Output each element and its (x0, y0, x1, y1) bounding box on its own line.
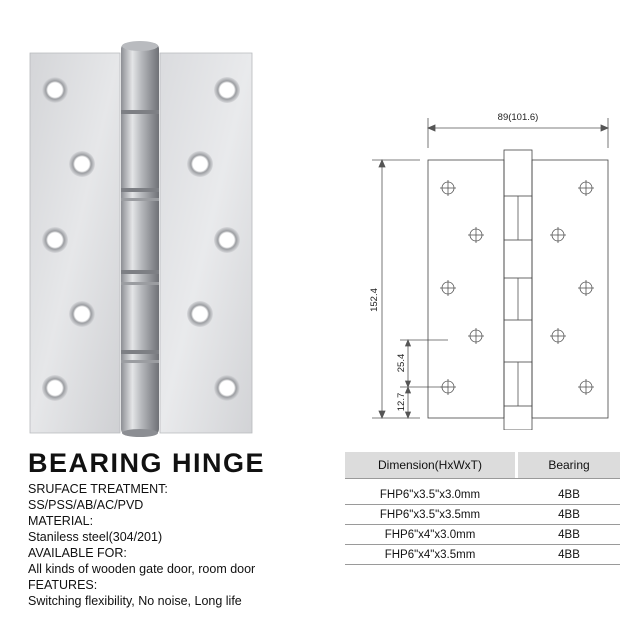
width-label: 89(101.6) (497, 112, 539, 123)
header-bearing: Bearing (518, 452, 620, 479)
height-label: 152.4 (369, 288, 380, 312)
header-dimension: Dimension(HxWxT) (345, 452, 515, 479)
drawing-left-leaf (428, 160, 504, 418)
drawing-holes-left (440, 180, 484, 395)
drawing-right-leaf (532, 160, 608, 418)
hinge-photo (20, 38, 260, 438)
spec-heading-available: AVAILABLE FOR: (28, 546, 127, 560)
cell-dimension: FHP6"x3.5"x3.0mm (345, 479, 515, 505)
table-row (345, 479, 620, 505)
table-header-row (345, 452, 620, 479)
product-title: BEARING HINGE (28, 448, 266, 478)
cell-bearing: 4BB (518, 479, 620, 505)
spec-features-value: Switching flexibility, No noise, Long life (28, 594, 242, 608)
spacing-label: 25.4 (396, 353, 407, 373)
spec-available-value: All kinds of wooden gate door, room door (28, 562, 256, 576)
spec-heading-surface: SRUFACE TREATMENT: (28, 482, 168, 496)
cell-bearing: 4BB (518, 505, 620, 525)
cell-dimension: FHP6"x4"x3.0mm (345, 525, 515, 545)
cell-bearing: 4BB (518, 525, 620, 545)
cell-dimension: FHP6"x3.5"x3.5mm (345, 505, 515, 525)
spec-heading-features: FEATURES: (28, 578, 98, 592)
spec-material-value: Staniless steel(304/201) (28, 530, 163, 544)
table-row (345, 505, 620, 525)
table-row (345, 545, 620, 565)
hinge-knuckle (121, 41, 159, 437)
drawing-holes-right (550, 180, 594, 395)
cell-dimension: FHP6"x4"x3.5mm (345, 545, 515, 565)
spec-surface-value: SS/PSS/AB/AC/PVD (28, 498, 144, 512)
spec-heading-material: MATERIAL: (28, 514, 94, 528)
cell-bearing: 4BB (518, 545, 620, 565)
table-row (345, 525, 620, 545)
edge-label: 12.7 (396, 392, 407, 412)
spec-table (345, 452, 620, 565)
technical-drawing (360, 100, 630, 430)
